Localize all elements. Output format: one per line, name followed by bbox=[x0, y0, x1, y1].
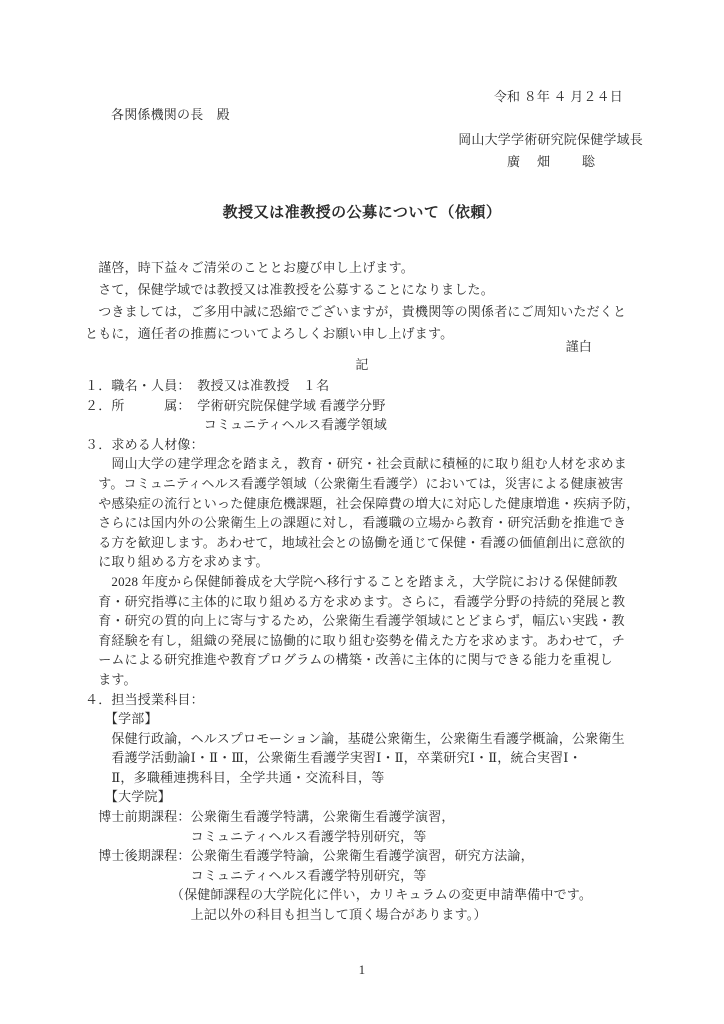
record-marker: 記 bbox=[355, 357, 369, 372]
recipient: 各関係機関の長 殿 bbox=[111, 107, 230, 122]
record-line: 上記以外の科目も担当して頂く場合があります。） bbox=[85, 907, 487, 923]
record-line: ームによる研究推進や教育プログラムの構築・改善に主体的に関与できる能力を重視し bbox=[85, 652, 613, 668]
record-line: す。コミュニティヘルス看護学領域（公衆衛生看護学）においては，災害による健康被害 bbox=[85, 475, 624, 491]
record-line: コミュニティヘルス看護学特別研究，等 bbox=[85, 828, 427, 844]
greeting-line: さて，保健学域では教授又は准教授を公募することになりました。 bbox=[85, 282, 494, 297]
record-line: コミュニティヘルス看護学特別研究，等 bbox=[85, 867, 427, 883]
record-line: る方を歓迎します。あわせて，地域社会との協働を通じて保健・看護の価値創出に意欲的 bbox=[85, 534, 625, 550]
record-line: 【大学院】 bbox=[85, 789, 171, 805]
record-line: ３．求める人材像： bbox=[85, 436, 204, 452]
record-line: 保健行政論，ヘルスプロモーション論，基礎公衆衛生，公衆衛生看護学概論，公衆衛生 bbox=[85, 730, 625, 746]
record-line: 【学部】 bbox=[85, 711, 158, 727]
record-line: 博士後期課程：公衆衛生看護学特論，公衆衛生看護学演習，研究方法論， bbox=[85, 848, 534, 864]
record-line: 育・研究指導に主体的に取り組める方を求めます。さらに，看護学分野の持続的発展と教 bbox=[85, 593, 626, 609]
record-line: （保健師課程の大学院化に伴い，カリキュラムの変更申請準備中です。 bbox=[85, 887, 593, 903]
record-line: に取り組める方を求めます。 bbox=[85, 554, 269, 570]
record-line: 岡山大学の建学理念を踏まえ，教育・研究・社会貢献に積極的に取り組む人材を求めま bbox=[85, 456, 627, 472]
record-line: 看護学活動論Ⅰ・Ⅱ・Ⅲ，公衆衛生看護学実習Ⅰ・Ⅱ，卒業研究Ⅰ・Ⅱ，統合実習Ⅰ・ bbox=[85, 750, 582, 766]
record-line: ２．所 属： 学術研究院保健学域 看護学分野 bbox=[85, 397, 386, 413]
record-items bbox=[85, 376, 639, 925]
record-line: １．職名・人員： 教授又は准教授 １名 bbox=[85, 378, 330, 393]
record-line: ます。 bbox=[85, 671, 137, 687]
record-line: 博士前期課程：公衆衛生看護学特講，公衆衛生看護学演習， bbox=[85, 809, 455, 825]
document-date: 令和 ８年 ４ 月２４日 bbox=[493, 89, 623, 104]
sender-organization: 岡山大学学術研究院保健学域長 bbox=[458, 132, 643, 147]
record-line: 育・研究の質的向上に寄与するため，公衆衛生看護学領域にとどまらず，幅広い実践・教 bbox=[85, 613, 625, 629]
record-line: ４．担当授業科目： bbox=[85, 691, 204, 707]
page-number: 1 bbox=[358, 962, 366, 977]
record-line: Ⅱ，多職種連携科目，全学共通・交流科目，等 bbox=[85, 769, 385, 785]
record-line: や感染症の流行といった健康危機課題，社会保障費の増大に対応した健康増進・疾病予防， bbox=[85, 495, 640, 511]
greeting-line: つきましては，ご多用中誠に恐縮でございますが，貴機関等の関係者にご周知いただくと bbox=[85, 304, 627, 319]
record-line: さらには国内外の公衆衛生上の課題に対し，看護職の立場から教育・研究活動を推進でき bbox=[85, 515, 627, 531]
sender-name: 廣 畑 聡 bbox=[506, 154, 597, 169]
record-line: コミュニティヘルス看護学領域 bbox=[85, 417, 387, 433]
greeting-line: ともに，適任者の推薦についてよろしくお願い申し上げます。 bbox=[85, 326, 454, 341]
record-line: 2028 年度から保健師養成を大学院へ移行することを踏まえ，大学院における保健師教 bbox=[85, 573, 618, 589]
document-title: 教授又は准教授の公募について（依頼） bbox=[222, 205, 502, 221]
greeting-paragraphs bbox=[85, 257, 626, 345]
record-line: 育経験を有し，組織の発展に協働的に取り組む姿勢を備えた方を求めます。あわせて，チ bbox=[85, 632, 625, 648]
closing-word: 謹白 bbox=[565, 339, 592, 354]
greeting-line: 謹啓，時下益々ご清栄のこととお慶び申し上げます。 bbox=[85, 260, 414, 275]
